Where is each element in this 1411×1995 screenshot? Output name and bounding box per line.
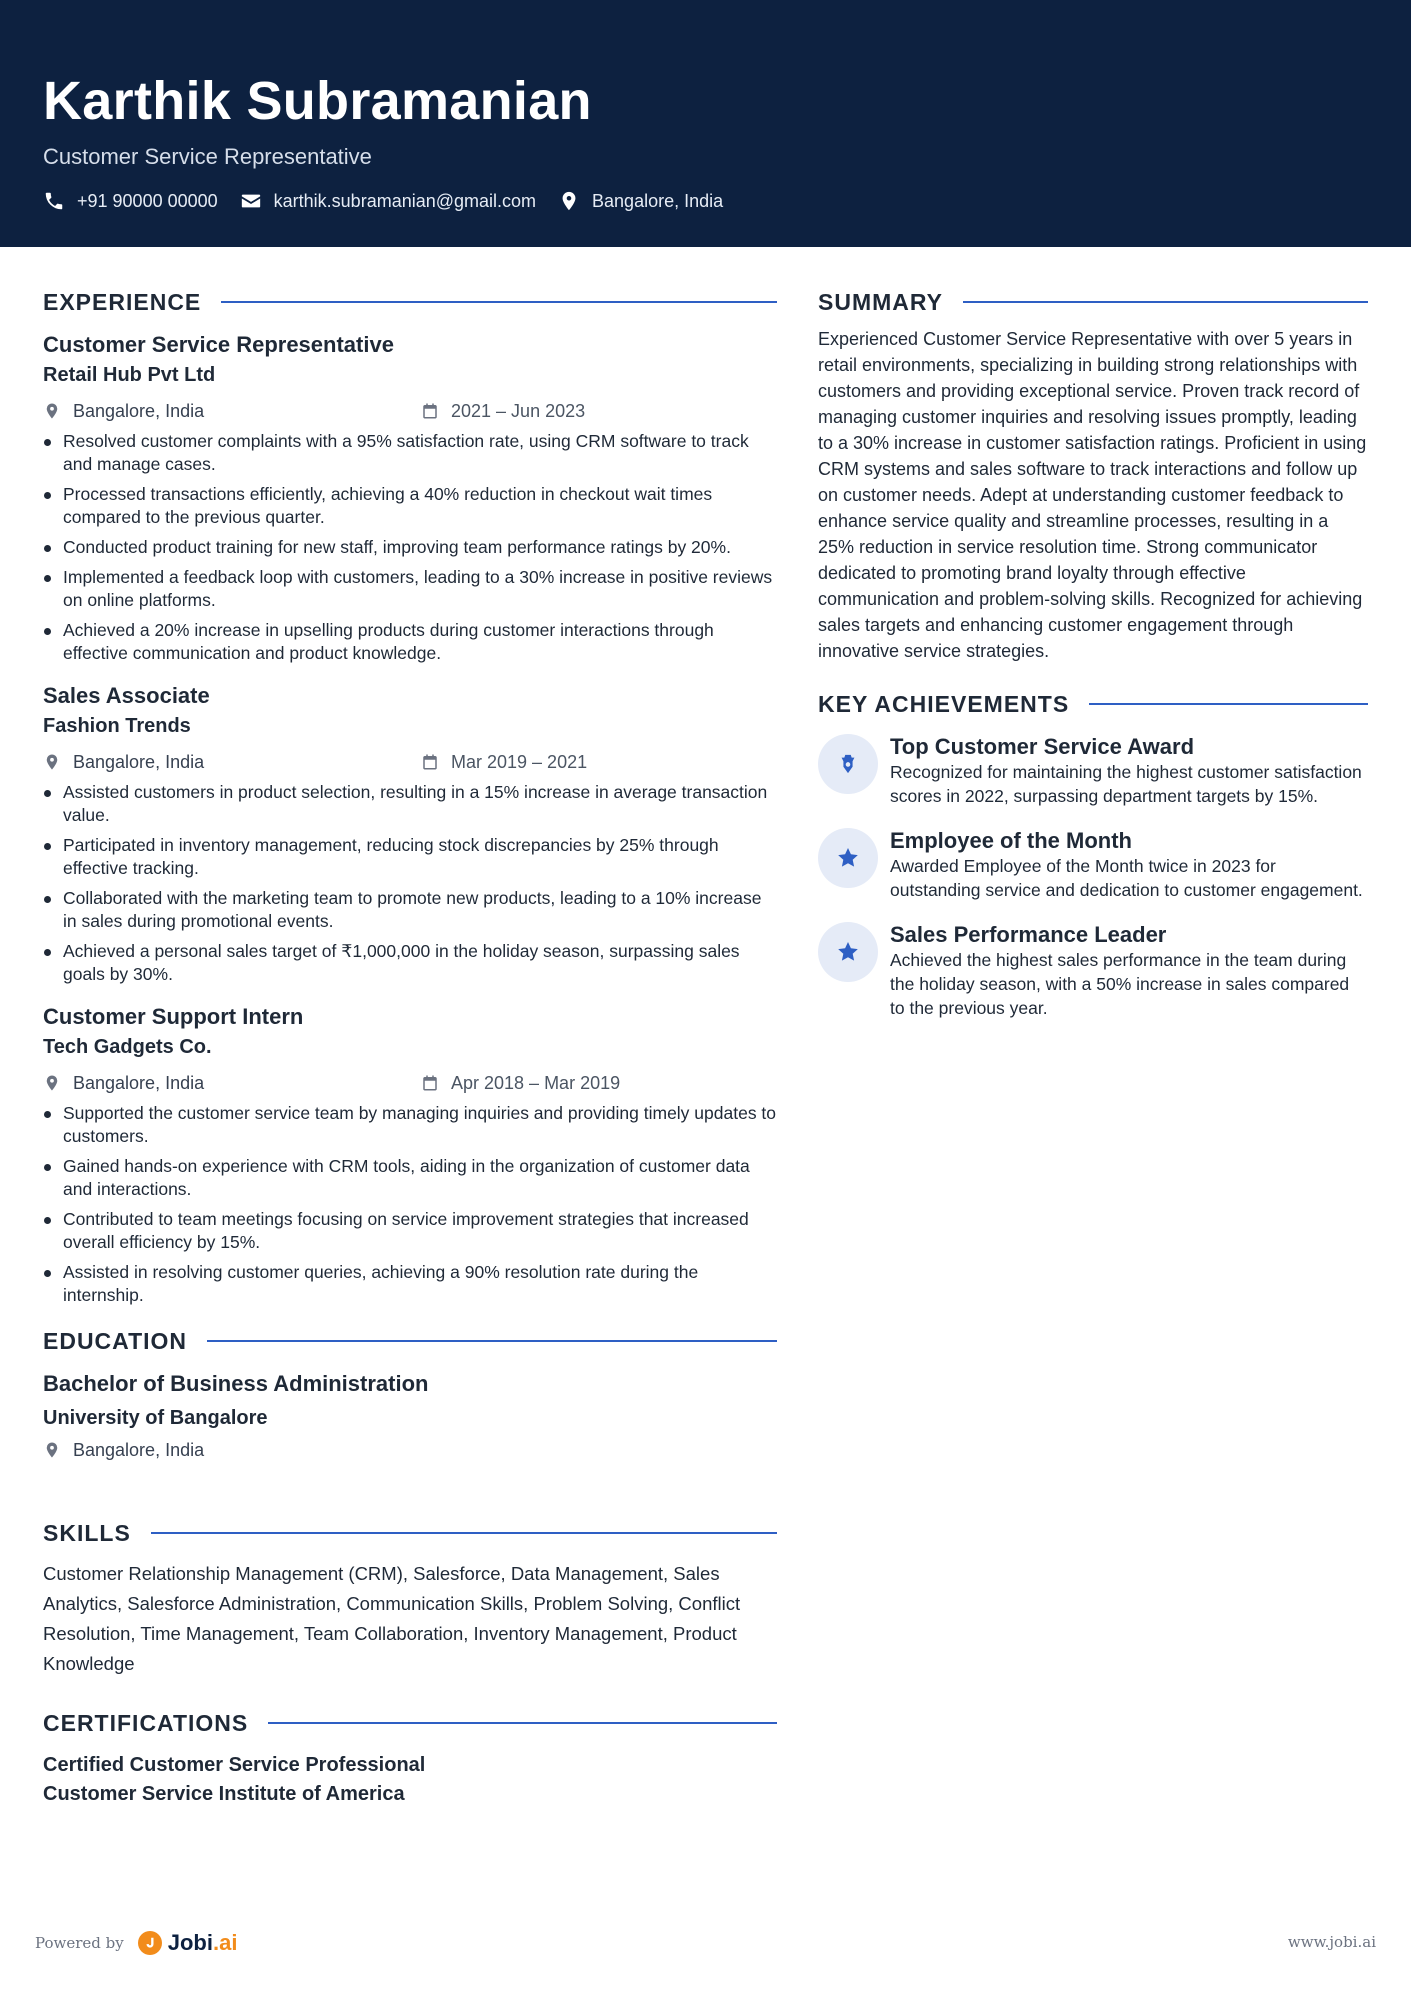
candidate-role: Customer Service Representative bbox=[43, 144, 372, 169]
section-title: SUMMARY bbox=[818, 288, 943, 315]
bullet-item: Achieved a 20% increase in upselling products during customer interactions through effective communication and product knowledge. bbox=[43, 619, 777, 665]
certifications-heading bbox=[43, 1705, 777, 1741]
phone-text: +91 90000 00000 bbox=[77, 190, 218, 211]
job-meta bbox=[43, 1068, 777, 1098]
section-divider bbox=[207, 1340, 777, 1342]
job-location bbox=[43, 401, 421, 422]
jobi-logo-mark bbox=[138, 1931, 162, 1955]
achievement-body bbox=[890, 922, 1368, 1020]
achievement-body bbox=[890, 828, 1368, 902]
certification-entry bbox=[43, 1751, 777, 1809]
summary-text: Experienced Customer Service Representative with over 5 years in retail environments, specializing in building strong relationships with customers and providing exceptional service. Proven track record of managing customer inquiries and resolving issues promptly, leading to a 30% increase in customer satisfaction ratings. Proficient in using CRM systems and sales software to track interactions and follow up on customer needs. Adept at understanding customer feedback to enhance service quality and streamline processes, resulting in a 25% reduction in service resolution time. Strong communicator dedicated to promoting brand loyalty through effective communication and problem-solving skills. Recognized for achieving sales targets and enhancing customer engagement through innovative service strategies. bbox=[818, 329, 1367, 661]
jobi-logo[interactable] bbox=[138, 1930, 238, 1956]
location-pin-icon bbox=[558, 190, 580, 212]
achievement-description: Awarded Employee of the Month twice in 2023 for outstanding service and dedication to customer engagement. bbox=[890, 856, 1363, 900]
achievement-title: Top Customer Service Award bbox=[890, 734, 1195, 759]
section-title: EDUCATION bbox=[43, 1327, 188, 1354]
bullet-item: Resolved customer complaints with a 95% satisfaction rate, using CRM software to track and manage cases. bbox=[43, 430, 777, 476]
experience-entry bbox=[43, 1002, 777, 1307]
job-location bbox=[43, 1073, 421, 1094]
location-pin-icon bbox=[43, 1441, 61, 1459]
achievement-badge bbox=[818, 922, 878, 982]
location-text: Bangalore, India bbox=[73, 751, 205, 772]
section-divider bbox=[151, 1532, 777, 1534]
education-meta bbox=[43, 1435, 777, 1465]
bullet-item: Participated in inventory management, reducing stock discrepancies by 25% through effective tracking. bbox=[43, 834, 777, 880]
achievement-body bbox=[890, 734, 1368, 808]
location-pin-icon bbox=[43, 402, 61, 420]
dates-text: Mar 2019 – 2021 bbox=[451, 751, 588, 772]
footer-branding bbox=[35, 1930, 237, 1956]
bullet-item: Achieved a personal sales target of ₹1,000,000 in the holiday season, surpassing sales goals by 30%. bbox=[43, 940, 777, 986]
section-title: KEY ACHIEVEMENTS bbox=[818, 690, 1070, 717]
star-icon bbox=[836, 846, 860, 870]
skills-text: Customer Relationship Management (CRM), Salesforce, Data Management, Sales Analytics, Salesforce Administration, Communication Skills, Problem Solving, Conflict Resolution, Time Management, Team Collaboration, Inventory Management, Product Knowledge bbox=[43, 1563, 741, 1674]
contact-phone bbox=[43, 190, 218, 212]
education-heading bbox=[43, 1323, 777, 1359]
job-title: Customer Support Intern bbox=[43, 1004, 304, 1029]
phone-icon bbox=[43, 190, 65, 212]
candidate-name: Karthik Subramanian bbox=[43, 71, 592, 131]
bullet-item: Supported the customer service team by managing inquiries and providing timely updates to customers. bbox=[43, 1102, 777, 1148]
dates-text: Apr 2018 – Mar 2019 bbox=[451, 1072, 621, 1093]
logo-main-text: Jobi bbox=[167, 1930, 213, 1955]
company-name: Retail Hub Pvt Ltd bbox=[43, 364, 216, 386]
achievement-description: Recognized for maintaining the highest customer satisfaction scores in 2022, surpassing department targets by 15%. bbox=[890, 762, 1362, 806]
logo-ai-text: .ai bbox=[212, 1930, 238, 1955]
mail-icon bbox=[240, 190, 262, 212]
contact-location bbox=[558, 190, 723, 212]
achievement-title: Sales Performance Leader bbox=[890, 922, 1167, 947]
calendar-icon bbox=[421, 753, 439, 771]
section-divider bbox=[1089, 703, 1368, 705]
bullet-item: Conducted product training for new staff, improving team performance ratings by 20%. bbox=[43, 536, 777, 559]
job-location bbox=[43, 752, 421, 773]
achievements-list bbox=[818, 734, 1368, 1020]
resume-header bbox=[0, 0, 1411, 247]
section-divider bbox=[963, 301, 1368, 303]
job-dates bbox=[421, 752, 587, 773]
job-bullets bbox=[43, 430, 777, 665]
job-dates bbox=[421, 401, 585, 422]
left-column bbox=[43, 284, 777, 1809]
achievement-description: Achieved the highest sales performance in the team during the holiday season, with a 50% increase in sales compared to the previous year. bbox=[890, 950, 1350, 1018]
bullet-item: Gained hands-on experience with CRM tools, aiding in the organization of customer data and interactions. bbox=[43, 1155, 777, 1201]
section-title: CERTIFICATIONS bbox=[43, 1709, 249, 1736]
location-text: Bangalore, India bbox=[592, 190, 724, 211]
achievements-heading bbox=[818, 686, 1368, 722]
job-meta bbox=[43, 747, 777, 777]
certification-issuer: Customer Service Institute of America bbox=[43, 1783, 405, 1805]
job-meta bbox=[43, 396, 777, 426]
job-bullets bbox=[43, 781, 777, 986]
email-text: karthik.subramanian@gmail.com bbox=[273, 190, 537, 211]
achievement-badge bbox=[818, 734, 878, 794]
achievement-item bbox=[818, 922, 1368, 1020]
star-icon bbox=[836, 940, 860, 964]
experience-list bbox=[43, 330, 777, 1307]
dates-text: 2021 – Jun 2023 bbox=[451, 400, 586, 421]
bullet-item: Assisted customers in product selection, resulting in a 15% increase in average transaction value. bbox=[43, 781, 777, 827]
company-name: Fashion Trends bbox=[43, 715, 191, 737]
location-pin-icon bbox=[43, 753, 61, 771]
section-divider bbox=[268, 1722, 777, 1724]
experience-entry bbox=[43, 330, 777, 665]
bullet-item: Implemented a feedback loop with customers, leading to a 30% increase in positive reviews on online platforms. bbox=[43, 566, 777, 612]
powered-by-text: Powered by bbox=[35, 1934, 124, 1952]
section-title: EXPERIENCE bbox=[43, 288, 202, 315]
bullet-item: Assisted in resolving customer queries, achieving a 90% resolution rate during the internship. bbox=[43, 1261, 777, 1307]
section-title: SKILLS bbox=[43, 1519, 131, 1546]
achievement-badge bbox=[818, 828, 878, 888]
achievement-title: Employee of the Month bbox=[890, 828, 1132, 853]
skills-heading bbox=[43, 1515, 777, 1551]
certification-name: Certified Customer Service Professional bbox=[43, 1754, 426, 1776]
job-title: Sales Associate bbox=[43, 683, 210, 708]
degree-title: Bachelor of Business Administration bbox=[43, 1371, 429, 1396]
bullet-item: Collaborated with the marketing team to promote new products, leading to a 10% increase in sales during promotional events. bbox=[43, 887, 777, 933]
education-location bbox=[43, 1440, 421, 1461]
education-entry bbox=[43, 1369, 777, 1465]
summary-heading bbox=[818, 284, 1368, 320]
experience-entry bbox=[43, 681, 777, 986]
location-pin-icon bbox=[43, 1074, 61, 1092]
calendar-icon bbox=[421, 1074, 439, 1092]
bullet-item: Processed transactions efficiently, achieving a 40% reduction in checkout wait times compared to the previous quarter. bbox=[43, 483, 777, 529]
right-column bbox=[818, 284, 1368, 1020]
job-title: Customer Service Representative bbox=[43, 332, 394, 357]
job-bullets bbox=[43, 1102, 777, 1307]
bullet-item: Contributed to team meetings focusing on service improvement strategies that increased overall efficiency by 15%. bbox=[43, 1208, 777, 1254]
location-text: Bangalore, India bbox=[73, 400, 205, 421]
experience-heading bbox=[43, 284, 777, 320]
contact-row bbox=[43, 190, 745, 212]
award-icon bbox=[837, 753, 859, 775]
achievement-item bbox=[818, 734, 1368, 808]
footer-website[interactable]: www.jobi.ai bbox=[1287, 1933, 1376, 1951]
contact-email bbox=[240, 190, 536, 212]
section-divider bbox=[221, 301, 777, 303]
school-name: University of Bangalore bbox=[43, 1407, 268, 1429]
location-text: Bangalore, India bbox=[73, 1072, 205, 1093]
company-name: Tech Gadgets Co. bbox=[43, 1036, 212, 1058]
achievement-item bbox=[818, 828, 1368, 902]
job-dates bbox=[421, 1073, 620, 1094]
location-text: Bangalore, India bbox=[73, 1439, 205, 1460]
calendar-icon bbox=[421, 402, 439, 420]
